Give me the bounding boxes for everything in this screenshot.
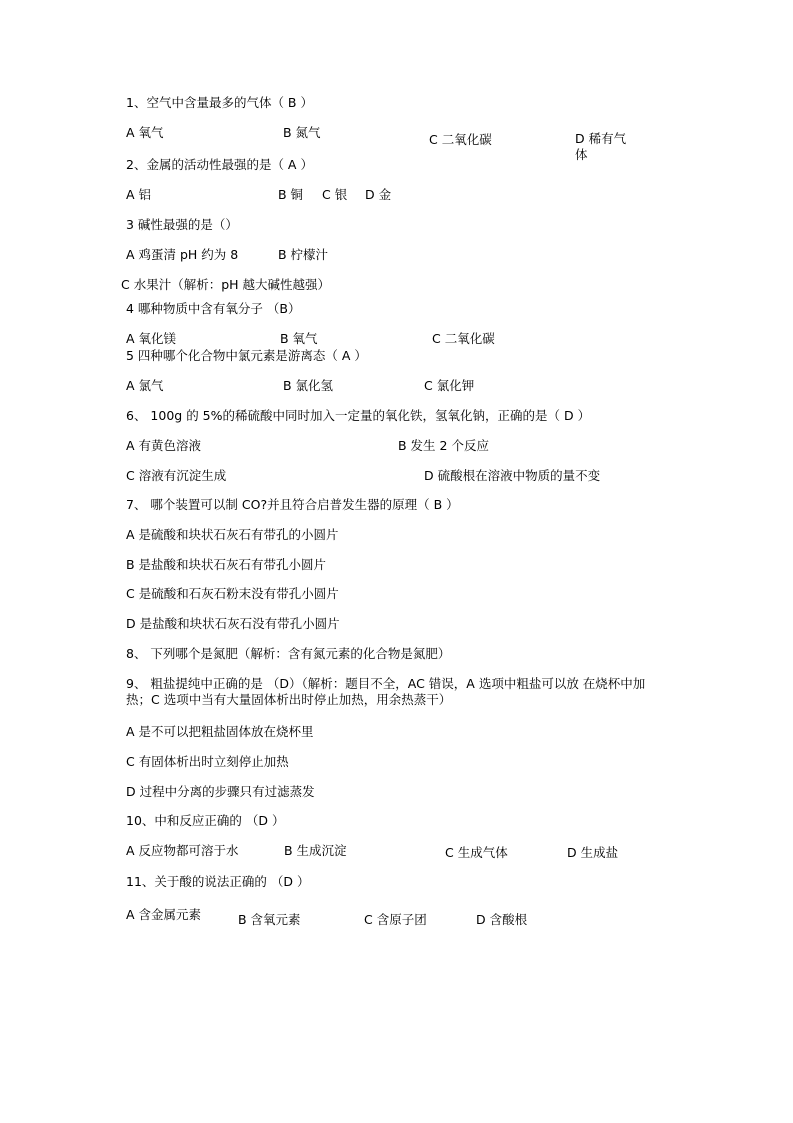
question-1-option-b: B 氮气 (283, 125, 321, 140)
question-7-stem: 7、 哪个装置可以制 CO?并且符合启普发生器的原理（ B ） (126, 497, 459, 512)
question-3-option-b: B 柠檬汁 (278, 247, 329, 262)
question-10-option-c: C 生成气体 (445, 845, 508, 860)
question-4-option-b: B 氧气 (280, 331, 318, 346)
question-11-option-c: C 含原子团 (364, 912, 427, 927)
question-2-option-d: D 金 (365, 187, 392, 202)
question-7-option-a: A 是硫酸和块状石灰石有带孔的小圆片 (126, 527, 339, 542)
question-7-option-b: B 是盐酸和块状石灰石有带孔小圆片 (126, 557, 327, 572)
question-9-stem: 9、 粗盐提纯中正确的是 （D）（解析：题目不全，AC 错误，A 选项中粗盐可以放 在烧杯中加热；C 选项中当有大量固体析出时停止加热，用余热蒸干） (126, 676, 646, 707)
question-10-option-a: A 反应物都可溶于水 (126, 843, 239, 858)
question-5-option-c: C 氯化钾 (424, 378, 475, 393)
question-5-option-a: A 氯气 (126, 378, 164, 393)
question-1-option-c: C 二氧化碳 (429, 132, 492, 147)
question-11-option-d: D 含酸根 (476, 912, 528, 927)
question-4-option-a: A 氧化镁 (126, 331, 177, 346)
question-6-option-c: C 溶液有沉淀生成 (126, 468, 227, 483)
question-6-stem: 6、 100g 的 5%的稀硫酸中同时加入一定量的氧化铁，氢氧化钠，正确的是（ D ） (126, 408, 591, 423)
question-7-option-c: C 是硫酸和石灰石粉末没有带孔小圆片 (126, 586, 339, 601)
question-2-stem: 2、金属的活动性最强的是（ A ） (126, 157, 313, 172)
question-1-stem: 1、空气中含量最多的气体（ B ） (126, 95, 313, 110)
question-9-option-c: C 有固体析出时立刻停止加热 (126, 754, 289, 769)
question-4-stem: 4 哪种物质中含有氧分子 （B） (126, 301, 301, 316)
question-8-stem: 8、 下列哪个是氮肥（解析：含有氮元素的化合物是氮肥） (126, 646, 451, 661)
question-6-option-b: B 发生 2 个反应 (398, 438, 489, 453)
question-10-stem: 10、中和反应正确的 （D ） (126, 813, 285, 828)
question-5-option-b: B 氯化氢 (283, 378, 334, 393)
question-3-stem: 3 碱性最强的是（） (126, 217, 238, 232)
question-3-option-a: A 鸡蛋清 pH 约为 8 (126, 247, 239, 262)
question-2-option-b: B 铜 (278, 187, 304, 202)
question-11-stem: 11、关于酸的说法正确的 （D ） (126, 874, 310, 889)
question-5-stem: 5 四种哪个化合物中氯元素是游离态（ A ） (126, 348, 367, 363)
question-1-option-a: A 氧气 (126, 125, 164, 140)
question-11-option-a: A 含金属元素 (126, 907, 202, 922)
question-6-option-a: A 有黄色溶液 (126, 438, 202, 453)
question-9-option-d: D 过程中分离的步骤只有过滤蒸发 (126, 784, 315, 799)
question-10-option-b: B 生成沉淀 (284, 843, 347, 858)
question-10-option-d: D 生成盐 (567, 845, 619, 860)
question-11-option-b: B 含氧元素 (238, 912, 301, 927)
question-2-option-c: C 银 (322, 187, 348, 202)
question-1-option-d: D 稀有气体 (575, 131, 627, 162)
question-3-option-c: C 水果汁（解析：pH 越大碱性越强） (121, 277, 331, 292)
question-6-option-d: D 硫酸根在溶液中物质的量不变 (424, 468, 601, 483)
question-4-option-c: C 二氧化碳 (432, 331, 495, 346)
question-7-option-d: D 是盐酸和块状石灰石没有带孔小圆片 (126, 616, 340, 631)
question-9-option-a: A 是不可以把粗盐固体放在烧杯里 (126, 724, 314, 739)
question-2-option-a: A 铝 (126, 187, 152, 202)
